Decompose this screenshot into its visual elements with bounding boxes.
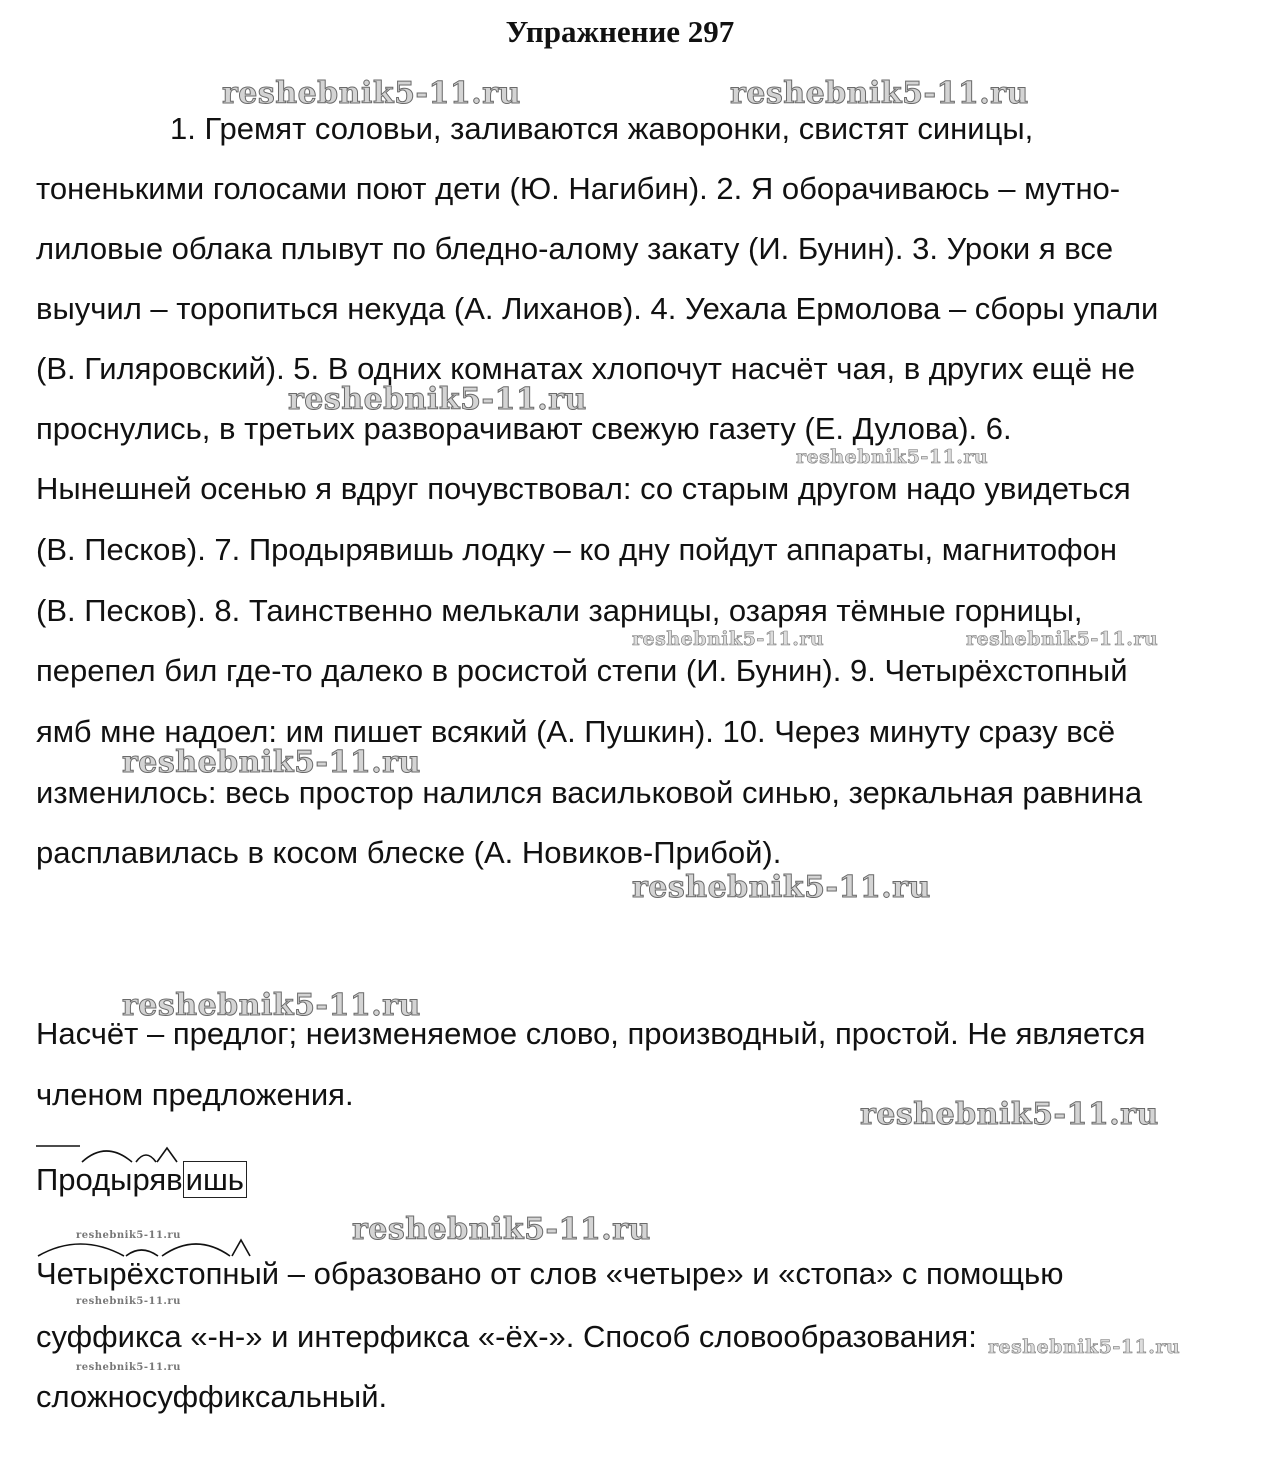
watermark: reshebnik5-11.ru <box>76 1230 181 1241</box>
derivation-marks-icon <box>36 1238 316 1260</box>
exercise-title: Упражнение 297 <box>505 14 735 49</box>
text-line-5: (В. Гиляровский). 5. В одних комнатах хлопочут насчёт чая, в других ещё не <box>36 351 1135 386</box>
morpheme-parse <box>36 1162 247 1198</box>
watermark: reshebnik5-11.ru <box>730 76 1029 111</box>
text-line-8: (В. Песков). 7. Продырявишь лодку – ко дну пойдут аппараты, магнитофон <box>36 532 1118 567</box>
ending: ишь <box>183 1161 247 1198</box>
text-line-13: расплавилась в косом блеске (А. Новиков-Прибой). <box>36 835 782 870</box>
derivation-rest: – образовано от слов «четыре» и «стопа» с помощью <box>279 1256 1064 1291</box>
suffix-1: я <box>149 1162 167 1197</box>
watermark: reshebnik5-11.ru <box>860 1097 1159 1132</box>
derivation-line-1 <box>36 1256 1063 1292</box>
text-line-12: изменилось: весь простор налился васильковой синью, зеркальная равнина <box>36 775 1143 810</box>
ending: ый <box>239 1256 280 1291</box>
text-line-4: выучил – торопиться некуда (А. Лиханов). 4. Уехала Ермолова – сборы упали <box>36 291 1159 326</box>
text-line-1: 1. Гремят соловьи, заливаются жаворонки, свистят синицы, <box>170 111 1034 146</box>
watermark: reshebnik5-11.ru <box>122 745 421 780</box>
text-line-7: Нынешней осенью я вдруг почувствовал: со старым другом надо увидеться <box>36 471 1131 506</box>
analysis-line-2: членом предложения. <box>36 1077 354 1112</box>
watermark: reshebnik5-11.ru <box>632 628 825 650</box>
watermark: reshebnik5-11.ru <box>352 1212 651 1247</box>
watermark: reshebnik5-11.ru <box>222 76 521 111</box>
text-line-2: тоненькими голосами поют дети (Ю. Нагибин). 2. Я оборачиваюсь – мутно- <box>36 171 1121 206</box>
suffix-2: в <box>166 1162 183 1197</box>
root-2: стоп <box>159 1256 223 1291</box>
root-1: Четыр <box>36 1256 127 1291</box>
text-line-6: проснулись, в третьих разворачивают свежую газету (Е. Дулова). 6. <box>36 411 1012 446</box>
derivation-line-2: суффикса «-н-» и интерфикса «-ёх-». Способ словообразования: <box>36 1319 977 1354</box>
analysis-line-1: Насчёт – предлог; неизменяемое слово, производный, простой. Не является <box>36 1016 1146 1051</box>
text-line-11: ямб мне надоел: им пишет всякий (А. Пушкин). 10. Через минуту сразу всё <box>36 714 1116 749</box>
watermark: reshebnik5-11.ru <box>76 1362 181 1373</box>
watermark: reshebnik5-11.ru <box>988 1336 1181 1358</box>
text-line-3: лиловые облака плывут по бледно-алому закату (И. Бунин). 3. Уроки я все <box>36 231 1114 266</box>
watermark: reshebnik5-11.ru <box>966 628 1159 650</box>
root: дыр <box>92 1162 150 1197</box>
derivation-line-3: сложносуффиксальный. <box>36 1379 388 1414</box>
prefix: Про <box>36 1162 93 1197</box>
watermark: reshebnik5-11.ru <box>796 446 989 468</box>
text-line-9: (В. Песков). 8. Таинственно мелькали зарницы, озаряя тёмные горницы, <box>36 593 1083 628</box>
suffix: н <box>222 1256 240 1291</box>
watermark: reshebnik5-11.ru <box>122 988 421 1023</box>
watermark: reshebnik5-11.ru <box>76 1296 181 1307</box>
morpheme-marks-icon <box>36 1144 256 1166</box>
text-line-10: перепел бил где-то далеко в росистой степи (И. Бунин). 9. Четырёхстопный <box>36 653 1128 688</box>
interfix: ёх <box>126 1256 159 1291</box>
watermark: reshebnik5-11.ru <box>632 870 931 905</box>
watermark: reshebnik5-11.ru <box>288 382 587 417</box>
